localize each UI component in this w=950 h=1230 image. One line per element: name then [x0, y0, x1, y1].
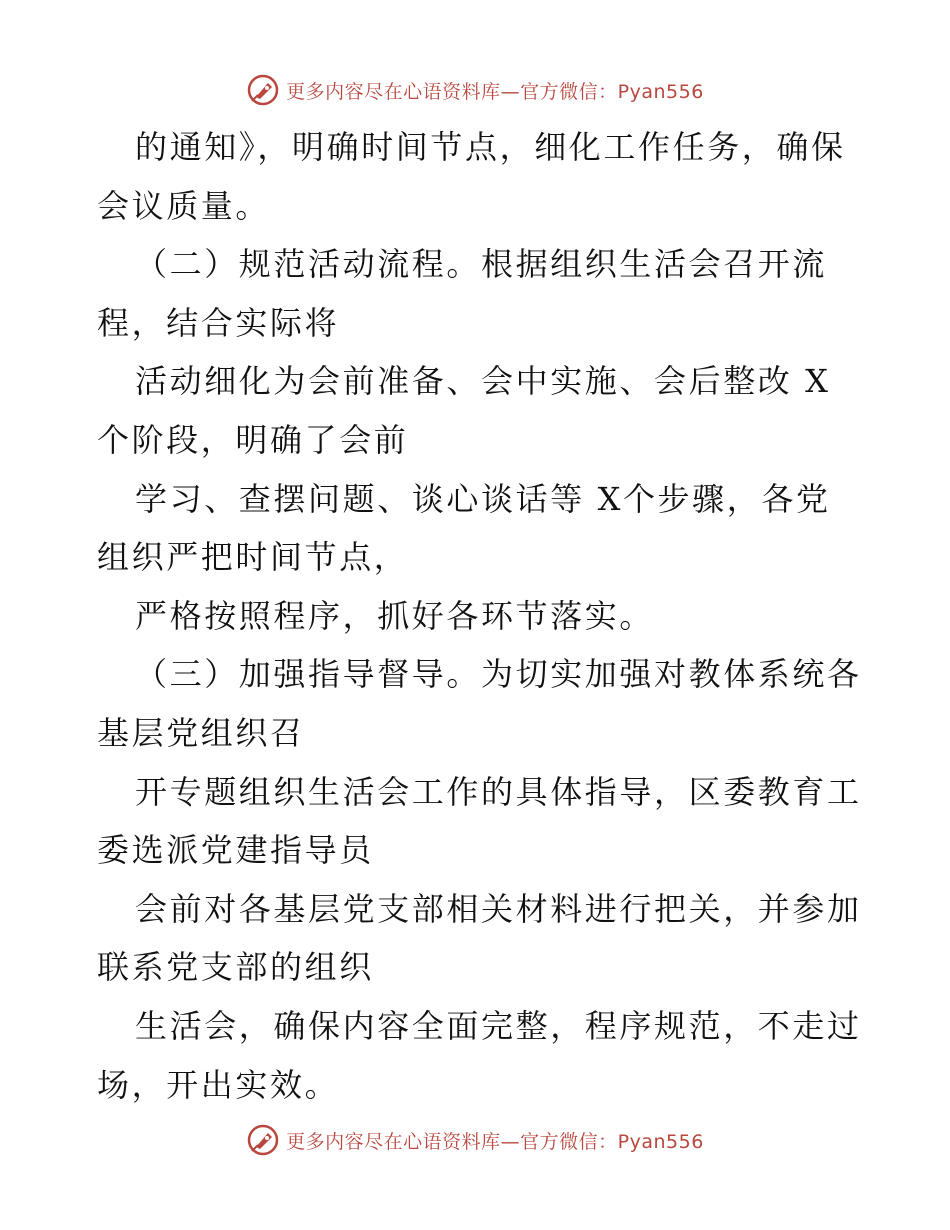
document-body	[97, 118, 862, 1114]
body-line: 联系党支部的组织	[97, 948, 374, 987]
footer-watermark	[0, 1120, 950, 1160]
body-line: （三）加强指导督导。为切实加强对教体系统各	[135, 655, 862, 694]
body-line: 的通知》，明确时间节点，细化工作任务，确保	[135, 128, 846, 166]
body-line: 会议质量。	[97, 186, 271, 225]
header-watermark	[0, 70, 950, 110]
body-line: 组织严把时间节点，	[97, 538, 409, 577]
body-line: 严格按照程序，抓好各环节落实。	[135, 596, 655, 635]
body-line: 程，结合实际将	[97, 303, 340, 342]
pen-nib-logo-icon	[246, 1123, 280, 1157]
body-line: 开专题组织生活会工作的具体指导，区委教育工	[135, 772, 862, 811]
body-line: 生活会，确保内容全面完整，程序规范，不走过	[135, 1006, 862, 1045]
body-line: （二）规范活动流程。根据组织生活会召开流	[135, 245, 828, 284]
pen-nib-logo-icon	[246, 73, 280, 107]
body-line: 委选派党建指导员	[97, 831, 374, 870]
footer-watermark-text: 更多内容尽在心语资料库—官方微信：Pyan556	[286, 1130, 704, 1153]
body-line: 基层党组织召	[97, 713, 305, 752]
body-line: 场，开出实效。	[97, 1065, 340, 1104]
body-line: 学习、查摆问题、谈心谈话等 X个步骤，各党	[135, 479, 831, 518]
header-watermark-text: 更多内容尽在心语资料库—官方微信：Pyan556	[286, 80, 704, 103]
body-line: 会前对各基层党支部相关材料进行把关，并参加	[135, 889, 862, 928]
body-line: 活动细化为会前准备、会中实施、会后整改 X	[135, 362, 831, 401]
body-line: 个阶段，明确了会前	[97, 420, 409, 459]
